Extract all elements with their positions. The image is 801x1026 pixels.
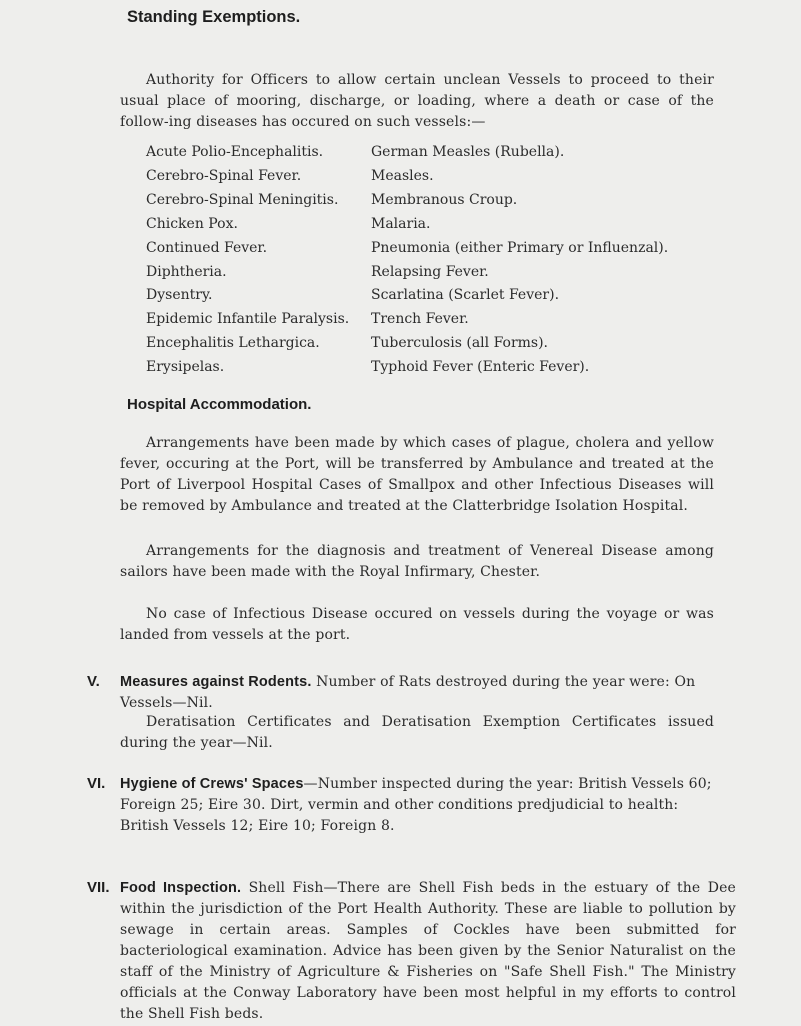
disease-item: Trench Fever. — [371, 311, 469, 328]
disease-item: Pneumonia (either Primary or Influenzal). — [371, 239, 669, 256]
section-v-numeral: V. — [87, 673, 100, 690]
disease-item: Continued Fever. — [146, 239, 268, 256]
disease-item: Erysipelas. — [146, 359, 225, 376]
disease-item: Scarlatina (Scarlet Fever). — [371, 287, 560, 304]
disease-item: Diphtheria. — [146, 263, 227, 280]
section-vii-numeral: VII. — [87, 879, 110, 896]
hospital-paragraph-1: Arrangements have been made by which cases of plague, cholera and yellow fever, occuring at the Port, will be transferred by Ambulance and treated at the Port of Liverpool Hospital Cases of Smallpox and other Infectious Diseases will be removed by Ambulance and treated at the Clatterbridge Isolation Hospital. — [120, 435, 714, 514]
section-vii-paragraph — [120, 878, 736, 1025]
section-v-heading: Measures against Rodents. — [120, 674, 312, 690]
disease-item: Encephalitis Lethargica. — [146, 335, 320, 352]
disease-item: Typhoid Fever (Enteric Fever). — [371, 359, 590, 376]
section-vii-heading: Food Inspection. — [120, 880, 242, 896]
disease-item: Epidemic Infantile Paralysis. — [146, 311, 350, 328]
disease-item: Relapsing Fever. — [371, 263, 489, 280]
section-vi-heading: Hygiene of Crews' Spaces — [120, 776, 304, 792]
section-vii-text: Shell Fish—There are Shell Fish beds in the estuary of the Dee within the jurisdiction of the Port Health Authority. These are liable to pollution by sewage in certain areas. Samples of Cockles have been submitted for bacteriological examination. Advice has been given by the Senior Naturalist on the staff of the Ministry of Agriculture & Fisheries on "Safe Shell Fish." The Ministry officials at the Conway Laboratory have been most helpful in my efforts to control the Shell Fish beds. — [120, 880, 736, 1022]
disease-item: Membranous Croup. — [371, 191, 518, 208]
section-vi-text: —Number inspected during the year: British Vessels 60; Foreign 25; Eire 30. Dirt, vermin and other conditions predjudicial to health: British Vessels 12; Eire 10; Foreign 8. — [120, 776, 712, 834]
standing-exemptions-heading: Standing Exemptions. — [127, 8, 301, 26]
section-vi-numeral: VI. — [87, 775, 106, 792]
diseases-left-list — [146, 141, 349, 380]
hospital-paragraph-3: No case of Infectious Disease occured on vessels during the voyage or was landed from vessels at the port. — [120, 606, 714, 643]
diseases-right-list — [371, 141, 668, 380]
disease-item: German Measles (Rubella). — [371, 144, 565, 160]
disease-item: Cerebro-Spinal Meningitis. — [146, 191, 339, 208]
section-vi-paragraph — [120, 774, 730, 837]
hospital-accommodation-heading: Hospital Accommodation. — [127, 396, 312, 413]
disease-item: Cerebro-Spinal Fever. — [146, 167, 302, 184]
section-v-paragraph — [120, 672, 740, 714]
disease-item: Dysentry. — [146, 287, 213, 304]
disease-item: Measles. — [371, 167, 434, 184]
disease-item: Chicken Pox. — [146, 215, 238, 232]
disease-item: Malaria. — [371, 215, 431, 232]
disease-item: Acute Polio-Encephalitis. — [146, 144, 324, 160]
section-v-paragraph-2: Deratisation Certificates and Deratisation Exemption Certificates issued during the year—Nil. — [120, 714, 714, 751]
exemptions-intro: Authority for Officers to allow certain unclean Vessels to proceed to their usual place of mooring, discharge, or loading, where a death or case of the follow-ing diseases has occured on such vessels:— — [120, 72, 714, 130]
hospital-paragraph-2: Arrangements for the diagnosis and treatment of Venereal Disease among sailors have been made with the Royal Infirmary, Chester. — [120, 543, 714, 580]
disease-item: Tuberculosis (all Forms). — [371, 335, 549, 352]
section-v-text: Number of Rats destroyed during the year were: On Vessels—Nil. — [120, 674, 696, 711]
